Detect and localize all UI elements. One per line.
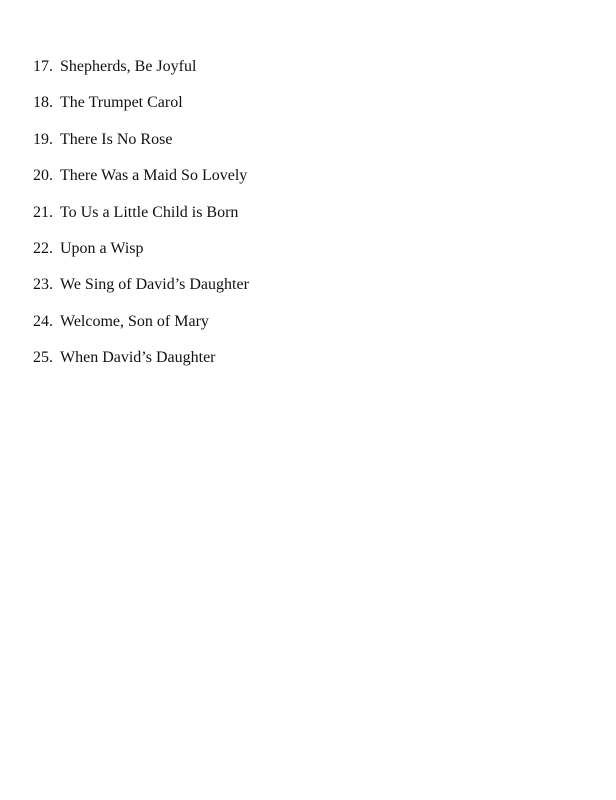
list-item-title: There Was a Maid So Lovely — [60, 167, 248, 185]
list-item — [33, 276, 249, 312]
list-item-number: 25. — [33, 349, 53, 367]
list-item-title: There Is No Rose — [60, 130, 173, 148]
list-item-number: 19. — [33, 130, 53, 148]
list-item-title: Welcome, Son of Mary — [60, 312, 209, 330]
list-item-title: To Us a Little Child is Born — [60, 203, 239, 221]
list-item — [33, 313, 249, 349]
list-item-title: The Trumpet Carol — [60, 94, 183, 112]
list-item — [33, 131, 249, 167]
list-item-title: We Sing of David’s Daughter — [60, 276, 249, 294]
list-item — [33, 349, 249, 385]
list-item-number: 22. — [33, 239, 53, 257]
list-item-number: 21. — [33, 203, 53, 221]
list-item — [33, 204, 249, 240]
list-item — [33, 58, 249, 94]
list-item-title: When David’s Daughter — [60, 349, 216, 367]
list-item-title: Shepherds, Be Joyful — [60, 58, 197, 75]
list-item-number: 24. — [33, 312, 53, 330]
list-item — [33, 240, 249, 276]
list-item-number: 20. — [33, 167, 53, 185]
list-item — [33, 167, 249, 203]
song-list — [33, 58, 249, 386]
list-item-number: 23. — [33, 276, 53, 294]
list-item-number: 17. — [33, 58, 53, 75]
list-item — [33, 94, 249, 130]
list-item-title: Upon a Wisp — [60, 239, 144, 257]
list-item-number: 18. — [33, 94, 53, 112]
